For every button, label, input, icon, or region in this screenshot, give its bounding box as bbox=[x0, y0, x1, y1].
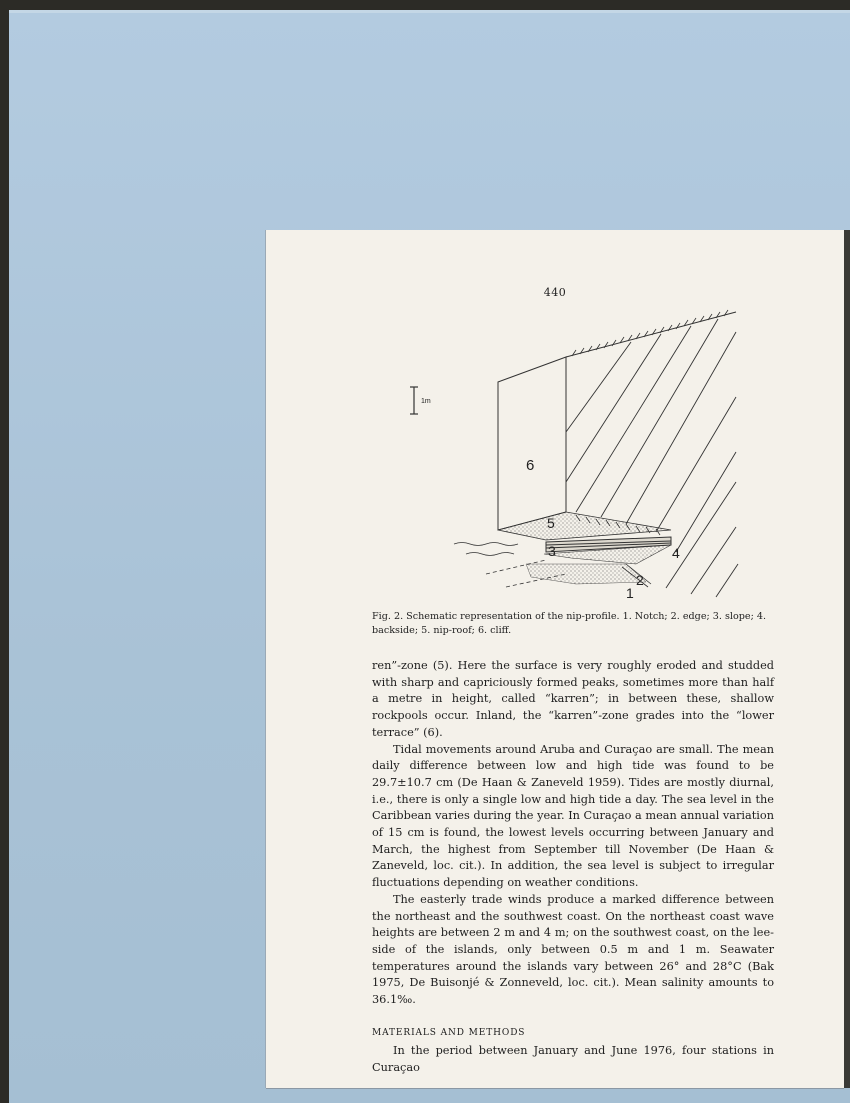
page-number: 440 bbox=[543, 286, 567, 299]
body-text bbox=[372, 658, 774, 1077]
page-edge bbox=[844, 230, 850, 1088]
figure-label-5: 5 bbox=[547, 515, 555, 531]
scale-label: 1m bbox=[421, 398, 431, 405]
paragraph-1: ren”-zone (5). Here the surface is very roughly eroded and studded with sharp and capriciously formed peaks, sometimes more than half a metre in height, called “karren”; in between these, shallow rockpools occur. Inland, the “karren”-zone grades into the “lower terrace” (6). bbox=[372, 659, 774, 739]
figure-label-6: 6 bbox=[526, 457, 535, 474]
paragraph-4: In the period between January and June 1976, four stations in Curaçao bbox=[372, 1044, 774, 1075]
figure-caption: Fig. 2. Schematic representation of the nip-profile. 1. Notch; 2. edge; 3. slope; 4. backside; 5. nip-roof; 6. cliff. bbox=[372, 611, 767, 636]
figure-label-1: 1 bbox=[626, 585, 634, 601]
paragraph-2: Tidal movements around Aruba and Curaçao are small. The mean daily difference between low and high tide was found to be 29.7±10.7 cm (De Haan & Zaneveld 1959). Tides are mostly diurnal, i.e., there is only a single low and high tide a day. The sea level in the Caribbean varies during the year. In Curaçao a mean annual variation of 15 cm is found, the lowest levels occurring between January and March, the highest from September till November (De Haan & Zaneveld, loc. cit.). In addition, the sea level is subject to irregular fluctuations depending on weather conditions. bbox=[372, 742, 774, 890]
paragraph-3: The easterly trade winds produce a marked difference between the northeast and the southwest coast. On the northeast coast wave heights are between 2 m and 4 m; on the southwest coast, on the lee-side of the islands, only between 0.5 m and 1 m. Seawater temperatures around the islands vary between 26° and 28°C (Bak 1975, De Buisonjé & Zonneveld, loc. cit.). Mean salinity amounts to 36.1‰. bbox=[372, 892, 774, 1007]
folder-edge bbox=[9, 10, 850, 13]
cliff-block bbox=[498, 357, 566, 530]
nip-profile-figure bbox=[421, 302, 846, 602]
figure-label-4: 4 bbox=[672, 545, 680, 561]
figure-label-3: 3 bbox=[548, 543, 556, 559]
section-heading: MATERIALS AND METHODS bbox=[372, 1027, 526, 1038]
notch-area bbox=[526, 564, 646, 584]
paper-page bbox=[266, 230, 844, 1088]
figure-label-2: 2 bbox=[636, 572, 644, 588]
